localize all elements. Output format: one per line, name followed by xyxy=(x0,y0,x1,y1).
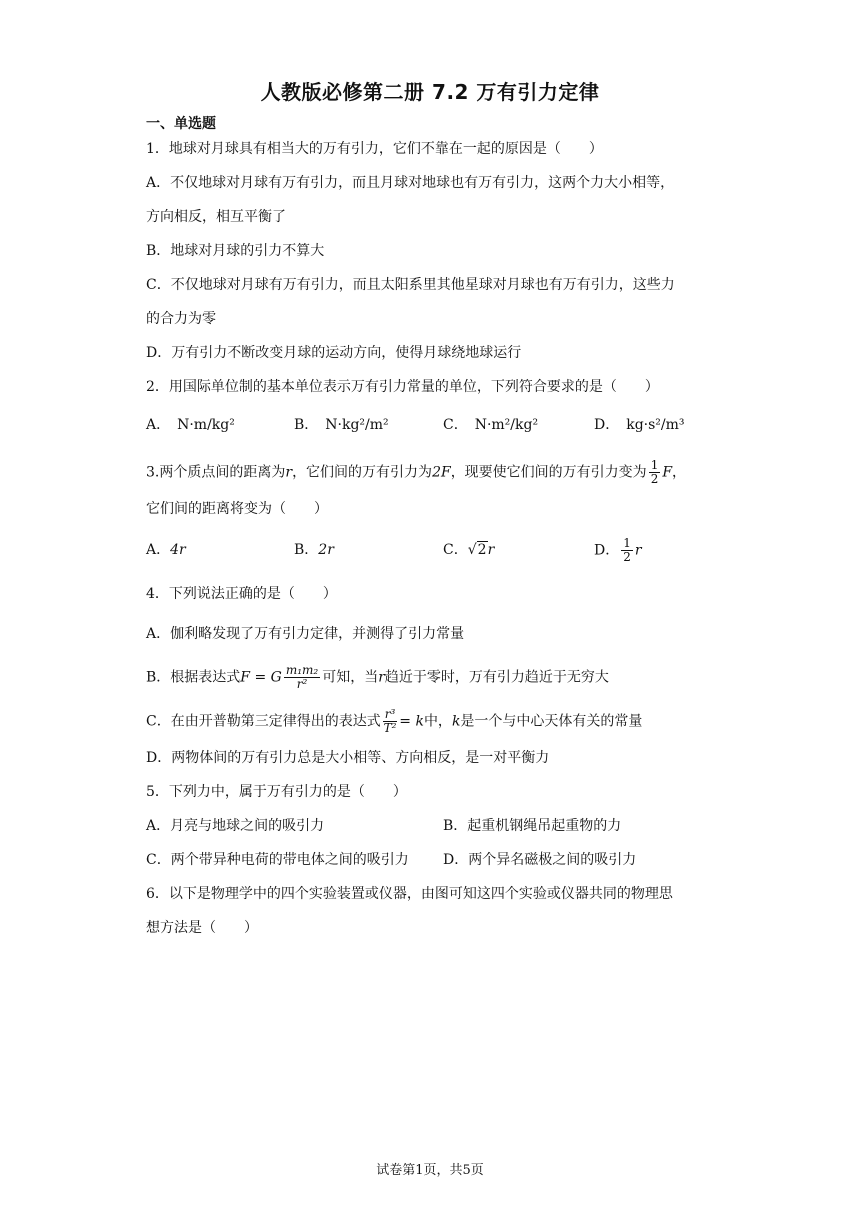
q1-option-c-cont: 的合力为零 xyxy=(146,311,216,327)
q4-c-text: 是一个与中心天体有关的常量 xyxy=(460,713,643,730)
q5-option-d: D．两个异名磁极之间的吸引力 xyxy=(443,852,637,868)
q3-option-c-var: r xyxy=(487,542,495,558)
q4-option-b xyxy=(146,664,609,691)
q2-option-c: C． N·m²/kg² xyxy=(443,417,539,433)
q5-option-c: C．两个带异种电荷的带电体之间的吸引力 xyxy=(146,852,409,868)
q3-option-d xyxy=(594,537,642,564)
q3-stem-part: ，它们间的万有引力为 xyxy=(292,464,433,481)
q5-option-b: B．起重机钢绳吊起重物的力 xyxy=(443,818,622,834)
q4-c-den: T² xyxy=(383,721,397,735)
q3-option-d-num: 1 xyxy=(623,536,631,550)
q4-option-d: D．两物体间的万有引力总是大小相等、方向相反，是一对平衡力 xyxy=(146,750,550,766)
q3-var-f: F xyxy=(662,464,673,481)
q4-b-den: r² xyxy=(296,677,308,691)
section-heading: 一、单选题 xyxy=(146,116,216,132)
q3-option-c xyxy=(443,540,494,560)
q1-option-c: C．不仅地球对月球有万有引力，而且太阳系里其他星球对月球也有万有引力，这些力 xyxy=(146,277,675,293)
q3-option-d-var: r xyxy=(634,542,642,559)
q3-option-b-value: 2r xyxy=(318,542,334,558)
q3-option-b xyxy=(294,540,334,560)
q4-b-fraction xyxy=(284,664,320,691)
q4-b-num: m₁m₂ xyxy=(285,663,319,677)
q3-option-a-value: 4r xyxy=(170,542,186,558)
q1-option-b: B．地球对月球的引力不算大 xyxy=(146,243,325,259)
q3-fraction-den: 2 xyxy=(650,472,659,486)
q3-var-r: r xyxy=(285,464,293,481)
q1-stem: 1．地球对月球具有相当大的万有引力，它们不靠在一起的原因是（ ） xyxy=(146,141,603,157)
q3-option-d-den: 2 xyxy=(623,550,631,564)
q4-b-text: 趋近于零时，万有引力趋近于无穷大 xyxy=(384,669,609,686)
q4-c-var-k: k xyxy=(451,713,461,730)
page-title: 人教版必修第二册 7.2 万有引力定律 xyxy=(260,80,600,104)
q4-c-text: C．在由开普勒第三定律得出的表达式 xyxy=(146,713,381,730)
q2-option-b: B． N·kg²/m² xyxy=(294,417,389,433)
q4-c-fraction xyxy=(383,708,398,735)
q2-stem: 2．用国际单位制的基本单位表示万有引力常量的单位，下列符合要求的是（ ） xyxy=(146,379,659,395)
q2-option-a: A． N·m/kg² xyxy=(146,417,235,433)
sqrt-symbol: √2 xyxy=(467,542,487,558)
q1-option-a-cont: 方向相反，相互平衡了 xyxy=(146,209,286,225)
q6-stem-cont: 想方法是（ ） xyxy=(146,920,258,936)
q4-c-eq: = k xyxy=(399,713,424,730)
q3-option-d-fraction xyxy=(621,537,633,564)
q4-b-text: B．根据表达式 xyxy=(146,669,241,686)
page-footer: 试卷第1页，共5页 xyxy=(376,1163,484,1178)
q4-b-var-r: r xyxy=(378,669,385,686)
q2-option-d: D． kg·s²/m³ xyxy=(594,417,685,433)
q4-option-c xyxy=(146,708,642,735)
q4-option-a: A．伽利略发现了万有引力定律，并测得了引力常量 xyxy=(146,626,465,642)
q4-stem: 4．下列说法正确的是（ ） xyxy=(146,586,337,602)
q3-stem-part: ， xyxy=(672,464,687,481)
q3-option-label: A． xyxy=(146,542,171,558)
q3-stem-cont: 它们间的距离将变为（ ） xyxy=(146,501,328,517)
q5-stem: 5．下列力中，属于万有引力的是（ ） xyxy=(146,784,407,800)
q3-stem-part: 3.两个质点间的距离为 xyxy=(146,464,286,481)
q4-b-text: 可知，当 xyxy=(322,669,379,686)
q3-option-label: B． xyxy=(294,542,319,558)
sqrt-radicand: 2 xyxy=(477,542,487,558)
q3-fraction-num: 1 xyxy=(650,458,659,472)
q3-option-label: D． xyxy=(594,542,620,559)
q6-stem: 6．以下是物理学中的四个实验装置或仪器，由图可知这四个实验或仪器共同的物理思 xyxy=(146,886,673,902)
q4-c-num: r³ xyxy=(384,707,396,721)
q3-var-2f: 2F xyxy=(432,464,451,481)
q3-option-label: C． xyxy=(443,542,468,558)
q3-stem-part: ，现要使它们间的万有引力变为 xyxy=(450,464,647,481)
q1-option-a: A．不仅地球对月球有万有引力，而且月球对地球也有万有引力，这两个力大小相等， xyxy=(146,175,675,191)
q4-c-text: 中， xyxy=(423,713,452,730)
q1-option-d: D．万有引力不断改变月球的运动方向，使得月球绕地球运行 xyxy=(146,345,522,361)
q3-option-a xyxy=(146,540,186,560)
q3-fraction-half xyxy=(649,459,661,486)
q4-b-formula-lhs: F = G xyxy=(240,669,282,686)
q5-option-a: A．月亮与地球之间的吸引力 xyxy=(146,818,325,834)
q3-stem xyxy=(146,459,686,486)
